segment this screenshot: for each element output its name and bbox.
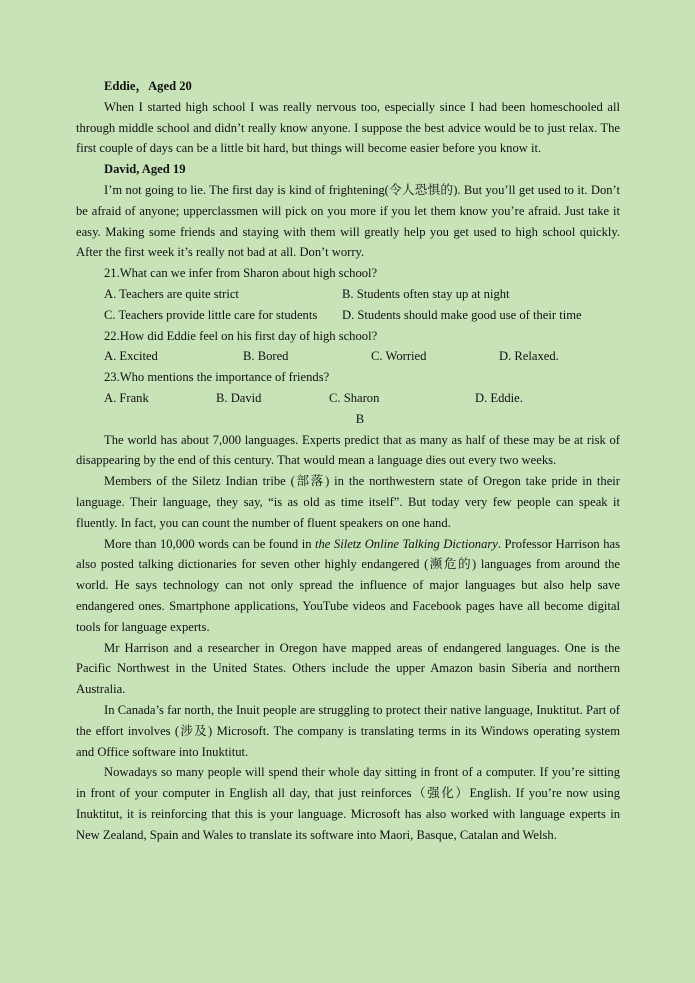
section-b-paragraph-3 <box>76 534 620 638</box>
option-21-d: D. Students should make good use of their time <box>342 307 582 322</box>
question-21-options-row2 <box>76 305 620 326</box>
question-21-options-row1 <box>76 284 620 305</box>
option-23-a: A. Frank <box>104 390 149 405</box>
david-paragraph: I’m not going to lie. The first day is kind of frightening(令人恐惧的). But you’ll get used to it. Don’t be afraid of anyone; upperclassmen will pick on you more if you let them know you’re afraid. Just take it easy. Making some friends and staying with them will greatly help you get used to high school quickly. After the first week it’s really not bad at all. Don’t worry. <box>76 182 620 260</box>
option-22-c: C. Worried <box>371 349 427 364</box>
option-22-a: A. Excited <box>104 349 158 364</box>
option-22-d: D. Relaxed. <box>499 349 559 364</box>
section-b-paragraph-6: Nowadays so many people will spend their whole day sitting in front of a computer. If you’re sitting in front of your computer in English all day, that just reinforces（强化）English. If you’re now using Inuktitut, it is reinforcing that this is your language. Microsoft has also worked with language experts in New Zealand, Spain and Wales to translate its software into Maori, Basque, Catalan and Welsh. <box>76 765 620 842</box>
option-23-c: C. Sharon <box>329 390 380 405</box>
section-b-paragraph-1: The world has about 7,000 languages. Experts predict that as many as half of these may be at risk of disappearing by the end of this century. That would mean a language dies out every two weeks. <box>76 432 620 468</box>
option-21-b: B. Students often stay up at night <box>342 286 510 301</box>
section-b-paragraph-4: Mr Harrison and a researcher in Oregon have mapped areas of endangered languages. One is the Pacific Northwest in the United States. Others include the upper Amazon basin Siberia and northern Australia. <box>76 640 620 697</box>
section-b-paragraph-2: Members of the Siletz Indian tribe (部落) in the northwestern state of Oregon take pride in their language. Their language, they say, “is as old as time itself”. But today very few people can speak it fluently. In fact, you can count the number of fluent speakers on one hand. <box>76 474 620 530</box>
question-22-stem: 22.How did Eddie feel on his first day of high school? <box>104 328 378 343</box>
option-22-b: B. Bored <box>243 349 289 364</box>
question-23-options <box>76 388 620 409</box>
section-b-paragraph-5: In Canada’s far north, the Inuit people are struggling to protect their native language, Inuktitut. Part of the effort involves (涉及) Microsoft. The company is translating terms in its Windows operating system and Office software into Inuktitut. <box>76 702 620 759</box>
option-23-b: B. David <box>216 390 262 405</box>
question-21-stem: 21.What can we infer from Sharon about high school? <box>104 266 378 281</box>
david-heading: David, Aged 19 <box>104 162 186 177</box>
document-body <box>76 76 620 845</box>
option-23-d: D. Eddie. <box>475 390 523 405</box>
eddie-paragraph: When I started high school I was really nervous too, especially since I had been homeschooled all through middle school and didn’t really know anyone. I suppose the best advice would be to just relax. The first couple of days can be a little bit hard, but things will become easier before you know it. <box>76 99 620 156</box>
option-21-c: C. Teachers provide little care for students <box>104 307 318 322</box>
question-23-stem: 23.Who mentions the importance of friends? <box>104 370 330 385</box>
eddie-heading: Eddie，Aged 20 <box>104 79 192 93</box>
question-22-options <box>76 346 620 367</box>
paragraph-3-rest: . Professor Harrison has also posted talking dictionaries for seven other highly endangered (濒危的) languages from around the world. He says technology can not only spread the influence of major languages but also help save endangered ones. Smartphone applications, YouTube videos and Facebook pages have all become digital tools for language experts. <box>76 536 620 634</box>
paragraph-3-lead: More than 10,000 words can be found in <box>104 536 315 551</box>
dictionary-title: the Siletz Online Talking Dictionary <box>315 536 498 551</box>
option-21-a: A. Teachers are quite strict <box>104 286 239 301</box>
section-b-label: B <box>355 411 365 426</box>
